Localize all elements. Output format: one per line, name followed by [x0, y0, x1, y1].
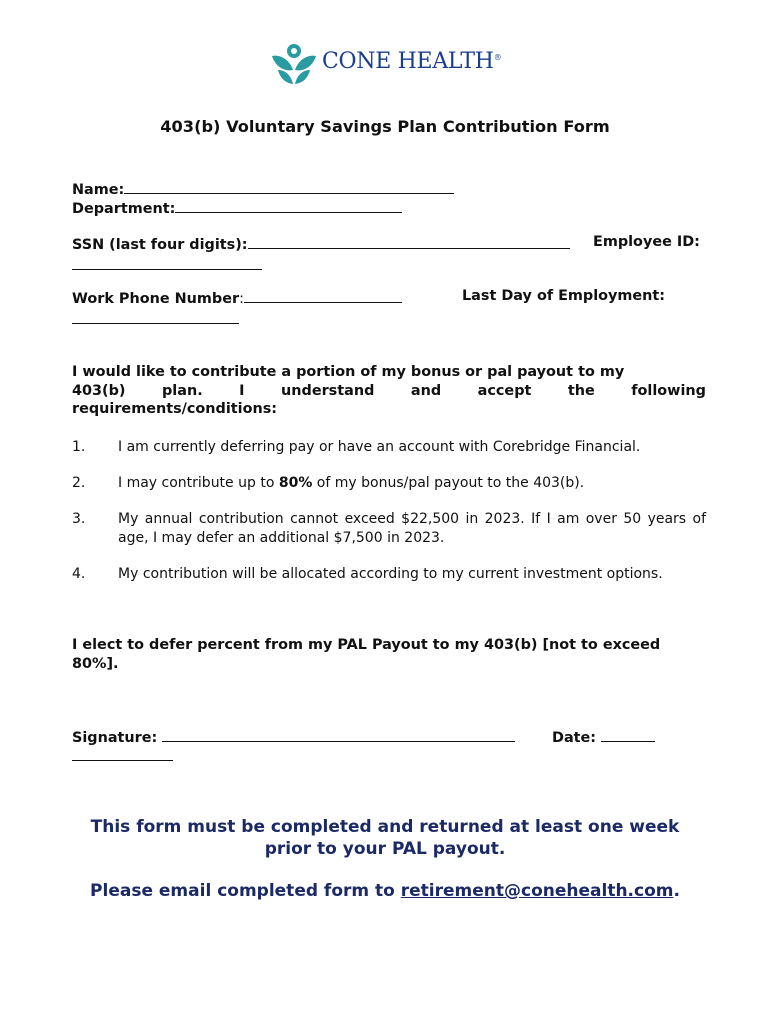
- submission-notice: This form must be completed and returned at least one week prior to your PAL payout.: [90, 817, 680, 859]
- signature-row: [72, 727, 515, 746]
- condition-item: 4. My contribution will be allocated according to my current investment options.: [72, 566, 663, 582]
- logo-wordmark: CONE HEALTH®: [322, 49, 502, 74]
- intro-paragraph: [72, 363, 706, 419]
- cone-health-logo: [270, 40, 510, 86]
- signature-field[interactable]: [162, 727, 515, 742]
- work-phone-field[interactable]: [244, 288, 402, 303]
- name-row: [72, 179, 454, 198]
- name-field[interactable]: [124, 179, 454, 194]
- ssn-field[interactable]: [248, 234, 570, 249]
- ssn-label: SSN (last four digits):: [72, 237, 248, 253]
- employee-id-field[interactable]: [72, 255, 262, 270]
- email-link[interactable]: retirement@conehealth.com: [400, 881, 674, 901]
- department-row: [72, 198, 402, 217]
- intro-line-2: 403(b) plan. I understand and accept the following: [72, 382, 706, 399]
- last-day-field[interactable]: [72, 309, 239, 324]
- work-phone-row: Work Phone Number:: [72, 288, 402, 307]
- signature-label: Signature:: [72, 730, 158, 746]
- condition-item: 3. My annual contribution cannot exceed $22,500 in 2023. If I am over 50 years of age, I may defer an additional $7,500 in 2023.: [72, 511, 706, 546]
- intro-line-3: requirements/conditions:: [72, 401, 278, 417]
- department-field[interactable]: [175, 198, 402, 213]
- condition-item: 1. I am currently deferring pay or have an account with Corebridge Financial.: [72, 439, 641, 455]
- work-phone-label: Work Phone Number: [72, 291, 240, 307]
- form-title: 403(b) Voluntary Savings Plan Contribution Form: [160, 117, 610, 136]
- date-field-continued[interactable]: [72, 747, 173, 761]
- employee-id-label: Employee ID:: [593, 234, 700, 250]
- elect-statement: I elect to defer percent from my PAL Payout to my 403(b) [not to exceed 80%].: [72, 637, 661, 672]
- condition-item: 2. I may contribute up to 80% of my bonus/pal payout to the 403(b).: [72, 475, 585, 491]
- cone-health-leaf-icon: [270, 40, 318, 86]
- email-instruction: Please email completed form to retirement@conehealth.com.: [90, 881, 680, 901]
- date-label: Date:: [552, 730, 597, 746]
- intro-line-1: I would like to contribute a portion of my bonus or pal payout to my: [72, 364, 625, 380]
- date-row: [552, 727, 655, 746]
- last-day-label: Last Day of Employment:: [462, 288, 666, 304]
- date-field[interactable]: [601, 727, 655, 742]
- department-label: Department:: [72, 201, 176, 217]
- name-label: Name:: [72, 182, 125, 198]
- ssn-row: [72, 234, 570, 253]
